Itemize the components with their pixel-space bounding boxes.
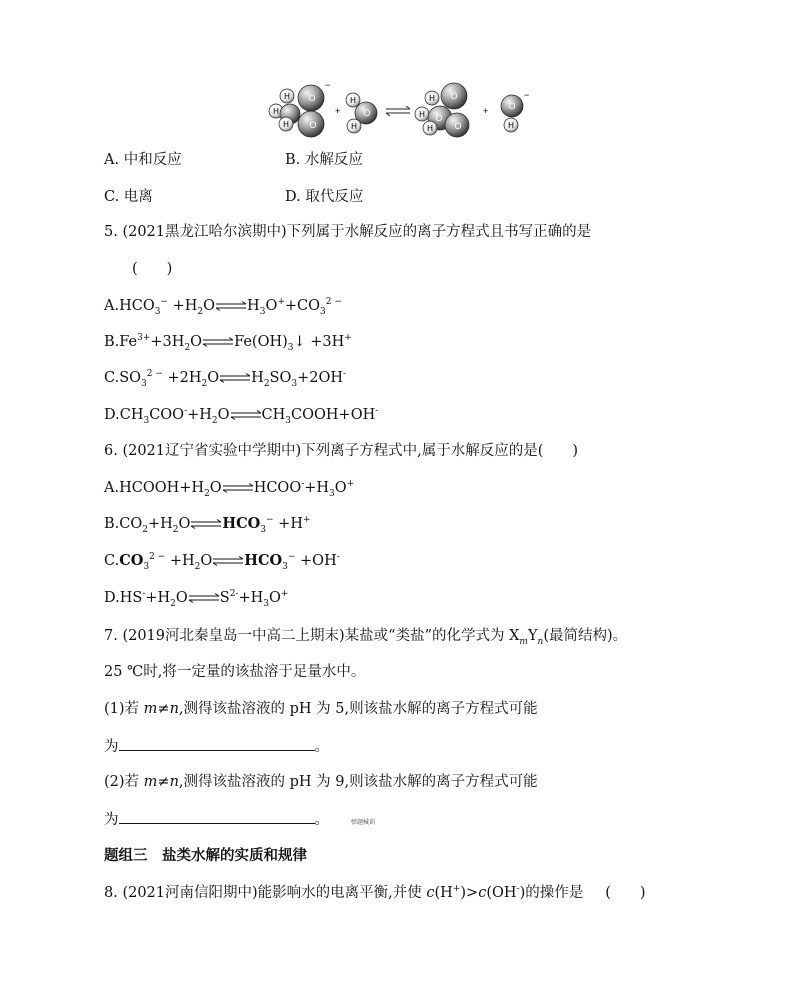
right-atom-label: O — [454, 121, 462, 131]
left-charge: − — [325, 80, 331, 90]
q5-option-a[interactable]: $A.HCO_3^- +H_2O$ $H_3O^++CO_3^{2 -}$ — [104, 297, 342, 317]
q7-part-2: (2)若 m≠n,测得该盐溶液的 pH 为 9,则该盐水解的离子方程式可能 — [104, 774, 538, 790]
q5-option-d[interactable]: $D.CH_3COO^-+H_2O$ $CH_3COOH+OH^-$ — [104, 406, 379, 426]
equilibrium-arrow-icon — [190, 519, 222, 529]
q8-answer-paren[interactable]: ( ) — [605, 885, 646, 901]
left-atom-label: O — [309, 120, 317, 130]
equilibrium-arrow-icon — [188, 593, 220, 603]
q8-stem: 8. (2021河南信阳期中)能影响水的电离平衡,并使 c(H+)>c(OH-)的操作是 ( ) — [104, 884, 646, 901]
hydroxide-charge: − — [524, 90, 530, 100]
hydroxide-ion — [501, 90, 529, 132]
q4-option-b[interactable]: B. 水解反应 — [285, 152, 363, 168]
right-molecule — [415, 83, 469, 137]
tiny-watermark-note: 弹题械训 — [351, 819, 376, 826]
equilibrium-arrow-icon — [219, 373, 251, 383]
equilibrium-arrow — [386, 106, 410, 116]
hydroxide-atom-label: O — [508, 101, 516, 111]
q6-option-a[interactable]: $A.HCOOH+H_2O$ $HCOO^-+H_3O^+$ — [104, 479, 355, 499]
q7-part-2-answer: 为 。 弹题械训 — [104, 809, 375, 833]
q7-part-2-blank[interactable] — [119, 809, 315, 824]
water-atom-label: O — [363, 108, 371, 118]
q5-option-b[interactable]: $B.Fe^{3+}+3H_2O$ $Fe(OH)_3↓ +3H^+$ — [104, 333, 352, 353]
hydrolysis-molecule-diagram — [258, 78, 538, 140]
q7-part-1-answer: 为 。 — [104, 736, 329, 757]
left-atom-label: H — [283, 120, 289, 129]
q6-option-d[interactable]: $D.HS^-+H_2O$ $S^{2-}+H_3O^+$ — [104, 589, 289, 609]
q4-options-row-2 — [104, 185, 704, 205]
water-atom-label: H — [350, 96, 356, 105]
right-atom-label: O — [435, 113, 443, 123]
right-atom-label: H — [429, 94, 435, 103]
water-molecule — [346, 93, 377, 133]
q7-stem: 7. (2019河北秦皇岛一中高二上期末)某盐或“类盐”的化学式为 $X_mY_n$(最简结构)。 — [104, 628, 628, 647]
equilibrium-arrow-icon — [230, 410, 262, 420]
equilibrium-arrow-icon — [202, 337, 234, 347]
plus-sign: + — [335, 106, 341, 116]
equilibrium-arrow-icon — [215, 301, 247, 311]
q6-stem: 6. (2021辽宁省实验中学期中)下列离子方程式中,属于水解反应的是( ) — [104, 443, 579, 459]
right-atom-label: O — [450, 91, 458, 101]
hydroxide-atom-label: H — [508, 121, 514, 130]
q4-options-row-1 — [104, 148, 704, 168]
left-atom-label: H — [273, 107, 279, 116]
left-atom-label: H — [284, 92, 290, 101]
q6-option-c[interactable]: $C.CO_3^{2 -} +H_2O$ $HCO_3^- +OH^-$ — [104, 552, 340, 572]
q5-stem: 5. (2021黑龙江哈尔滨期中)下列属于水解反应的离子方程式且书写正确的是 — [104, 224, 592, 240]
q4-option-d[interactable]: D. 取代反应 — [285, 189, 364, 205]
q5-answer-paren[interactable]: ( ) — [132, 261, 173, 277]
left-atom-label: O — [308, 93, 316, 103]
right-atom-label: H — [427, 124, 433, 133]
water-atom-label: H — [351, 122, 357, 131]
left-molecule — [269, 80, 330, 137]
q7-condition: 25 ℃时,将一定量的该盐溶于足量水中。 — [104, 664, 366, 680]
plus-sign: + — [483, 106, 489, 116]
q6-option-b[interactable]: $B.CO_2+H_2O$ $HCO_3^- +H^+$ — [104, 515, 311, 535]
section-heading: 题组三 盐类水解的实质和规律 — [104, 848, 307, 864]
equilibrium-arrow-icon — [222, 483, 254, 493]
right-atom-label: H — [419, 110, 425, 119]
q4-option-c[interactable]: C. 电离 — [104, 189, 153, 205]
q4-option-a[interactable]: A. 中和反应 — [104, 152, 182, 168]
q7-part-1-blank[interactable] — [119, 736, 315, 751]
q7-part-1: (1)若 m≠n,测得该盐溶液的 pH 为 5,则该盐水解的离子方程式可能 — [104, 701, 538, 717]
q5-option-c[interactable]: $C.SO_3^{2 -} +2H_2O$ $H_2SO_3+2OH^-$ — [104, 369, 347, 389]
equilibrium-arrow-icon — [212, 556, 244, 566]
